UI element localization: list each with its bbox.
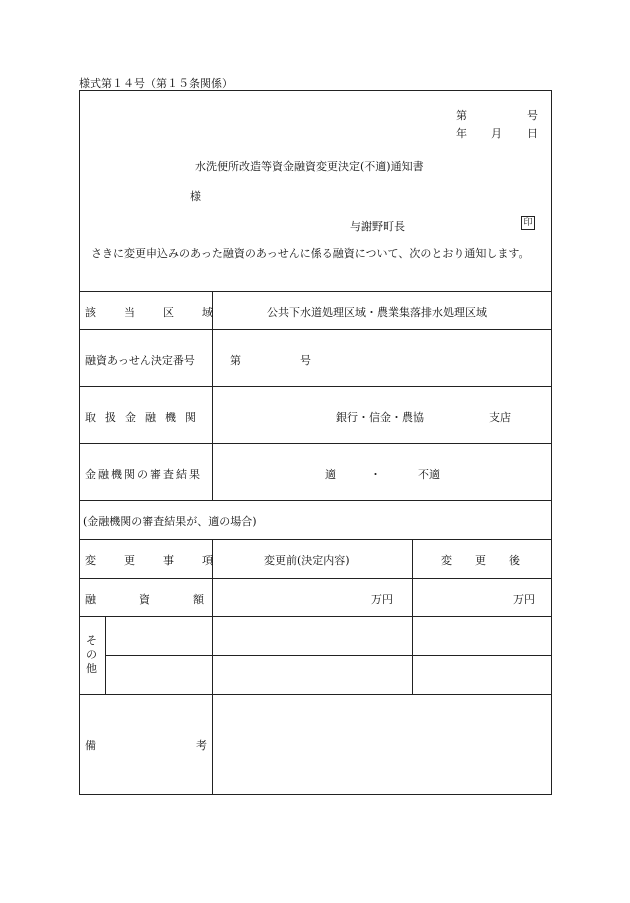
col-divider — [105, 616, 106, 694]
review-label: 金融機関の審査結果 — [85, 468, 202, 481]
review-ok: 適 — [325, 468, 336, 481]
row-divider — [79, 500, 552, 501]
row-divider — [105, 655, 552, 656]
date-month: 月 — [491, 127, 502, 140]
col-divider — [412, 539, 413, 694]
col-divider — [212, 539, 213, 795]
decision-number-label: 融資あっせん決定番号 — [85, 354, 195, 367]
row-divider — [79, 539, 552, 540]
area-label-text: 該当区域 — [85, 306, 241, 319]
row-divider — [79, 694, 552, 695]
row-divider — [79, 386, 552, 387]
addressee-suffix: 様 — [190, 190, 201, 203]
change-item-label: 変更事項 — [85, 554, 241, 567]
amount-unit-before: 万円 — [371, 593, 393, 606]
doc-number-prefix: 第 — [456, 109, 467, 122]
issuer-name: 与謝野町長 — [350, 220, 405, 233]
other-label: その他 — [86, 634, 97, 675]
bank-value: 銀行・信金・農協 — [336, 411, 424, 424]
decision-number-suffix: 号 — [300, 354, 311, 367]
remarks-label-text: 備考 — [85, 739, 307, 752]
row-divider — [79, 329, 552, 330]
row-divider — [79, 616, 552, 617]
area-label — [85, 304, 241, 320]
form-label: 様式第１４号（第１５条関係） — [79, 77, 233, 90]
review-note: (金融機関の審査結果が、適の場合) — [83, 515, 257, 528]
row-divider — [79, 443, 552, 444]
after-label: 変更後 — [441, 554, 543, 567]
review-ng: 不適 — [418, 468, 440, 481]
col-divider — [212, 291, 213, 500]
row-divider — [79, 578, 552, 579]
amount-label: 融資額 — [85, 593, 247, 606]
doc-number-suffix: 号 — [527, 109, 538, 122]
amount-unit-after: 万円 — [513, 593, 535, 606]
review-separator: ・ — [370, 468, 381, 481]
body-text — [84, 246, 548, 261]
decision-number-prefix: 第 — [230, 354, 241, 367]
row-divider — [79, 291, 552, 292]
branch-label: 支店 — [489, 411, 511, 424]
seal-mark: 印 — [521, 216, 535, 230]
document-title: 水洗便所改造等資金融資変更決定(不適)通知書 — [195, 160, 424, 173]
date-day: 日 — [527, 127, 538, 140]
remarks-label — [85, 737, 307, 753]
bank-label: 取扱金融機関 — [85, 411, 205, 424]
area-value: 公共下水道処理区域・農業集落排水処理区域 — [267, 306, 487, 319]
date-year: 年 — [456, 127, 467, 140]
before-label: 変更前(決定内容) — [264, 554, 350, 567]
body-sentence: さきに変更申込みのあった融資のあっせんに係る融資について、次のとおり通知します。 — [91, 247, 530, 260]
